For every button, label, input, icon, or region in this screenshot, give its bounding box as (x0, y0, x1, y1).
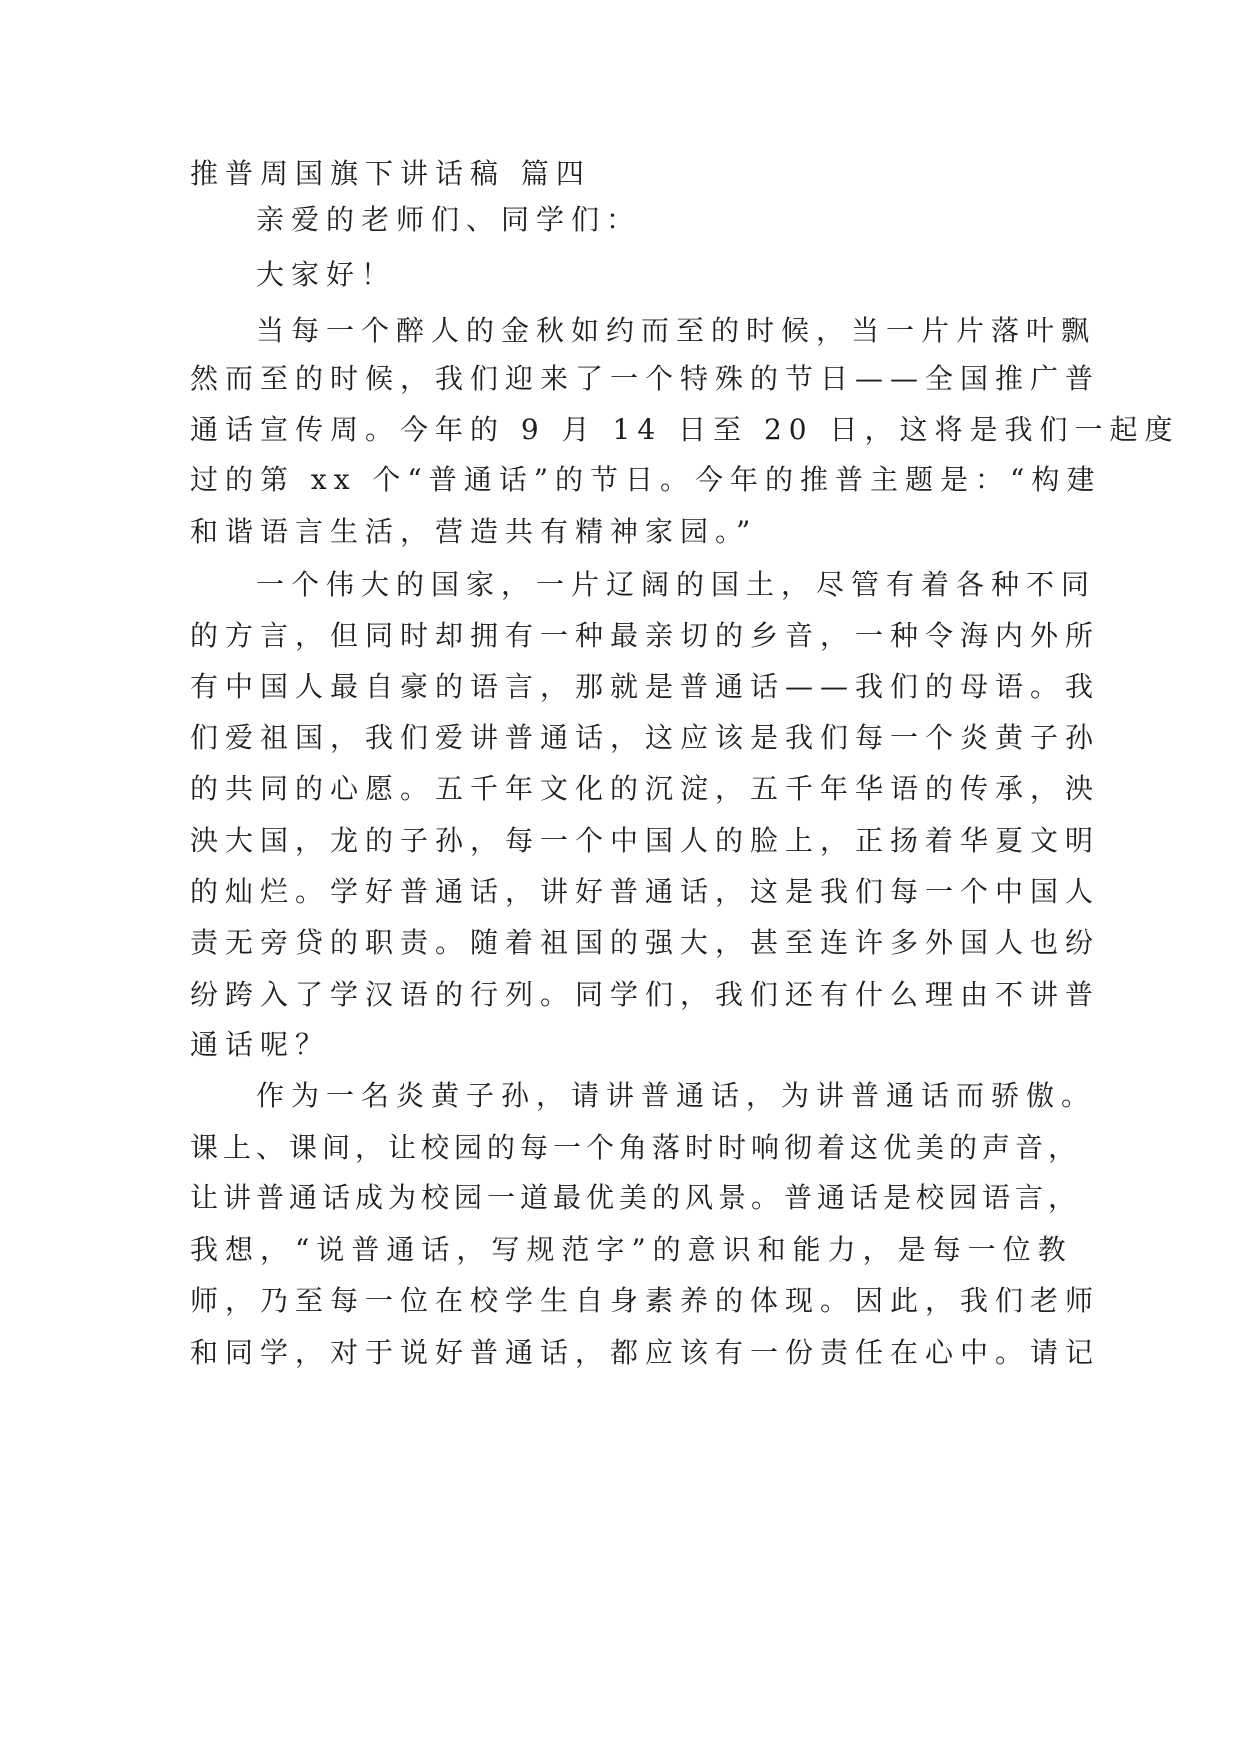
paragraph-line: 一个伟大的国家，一片辽阔的国土，尽管有着各种不同 (256, 568, 1097, 601)
paragraph-line: 我想，“说普通话，写规范字”的意识和能力，是每一位教 (190, 1233, 1073, 1266)
paragraph-line: 的灿烂。学好普通话，讲好普通话，这是我们每一个中国人 (190, 875, 1101, 908)
document-title: 推普周国旗下讲话稿 篇四 (190, 157, 591, 190)
paragraph-line: 当每一个醉人的金秋如约而至的时候，当一片片落叶飘 (256, 314, 1097, 347)
paragraph-line: 通话宣传周。今年的 9 月 14 日至 20 日，这将是我们一起度 (190, 413, 1180, 446)
paragraph-line: 有中国人最自豪的语言，那就是普通话——我们的母语。我 (190, 670, 1101, 703)
paragraph-line: 课上、课间，让校园的每一个角落时时响彻着这优美的声音， (190, 1131, 1082, 1164)
paragraph-line: 然而至的时候，我们迎来了一个特殊的节日——全国推广普 (190, 362, 1101, 395)
paragraph-line: 纷跨入了学汉语的行列。同学们，我们还有什么理由不讲普 (190, 978, 1101, 1011)
paragraph-line: 过的第 xx 个“普通话”的节日。今年的推普主题是：“构建 (190, 463, 1102, 496)
paragraph-line: 师，乃至每一位在校学生自身素养的体现。因此，我们老师 (190, 1284, 1101, 1317)
paragraph-line: 通话呢？ (190, 1028, 331, 1061)
salutation-line: 亲爱的老师们、同学们： (256, 203, 642, 236)
paragraph-line: 泱大国，龙的子孙，每一个中国人的脸上，正扬着华夏文明 (190, 824, 1101, 857)
paragraph-line: 责无旁贷的职责。随着祖国的强大，甚至连许多外国人也纷 (190, 926, 1101, 959)
paragraph-line: 的共同的心愿。五千年文化的沉淀，五千年华语的传承，泱 (190, 772, 1101, 805)
paragraph-line: 和同学，对于说好普通话，都应该有一份责任在心中。请记 (190, 1336, 1101, 1369)
paragraph-line: 和谐语言生活，营造共有精神家园。” (190, 515, 758, 548)
paragraph-line: 的方言，但同时却拥有一种最亲切的乡音，一种令海内外所 (190, 619, 1101, 652)
greeting-line: 大家好！ (256, 258, 397, 291)
paragraph-line: 让讲普通话成为校园一道最优美的风景。普通话是校园语言， (190, 1181, 1082, 1214)
paragraph-line: 们爱祖国，我们爱讲普通话，这应该是我们每一个炎黄子孙 (190, 721, 1101, 754)
paragraph-line: 作为一名炎黄子孙，请讲普通话，为讲普通话而骄傲。 (256, 1079, 1097, 1112)
